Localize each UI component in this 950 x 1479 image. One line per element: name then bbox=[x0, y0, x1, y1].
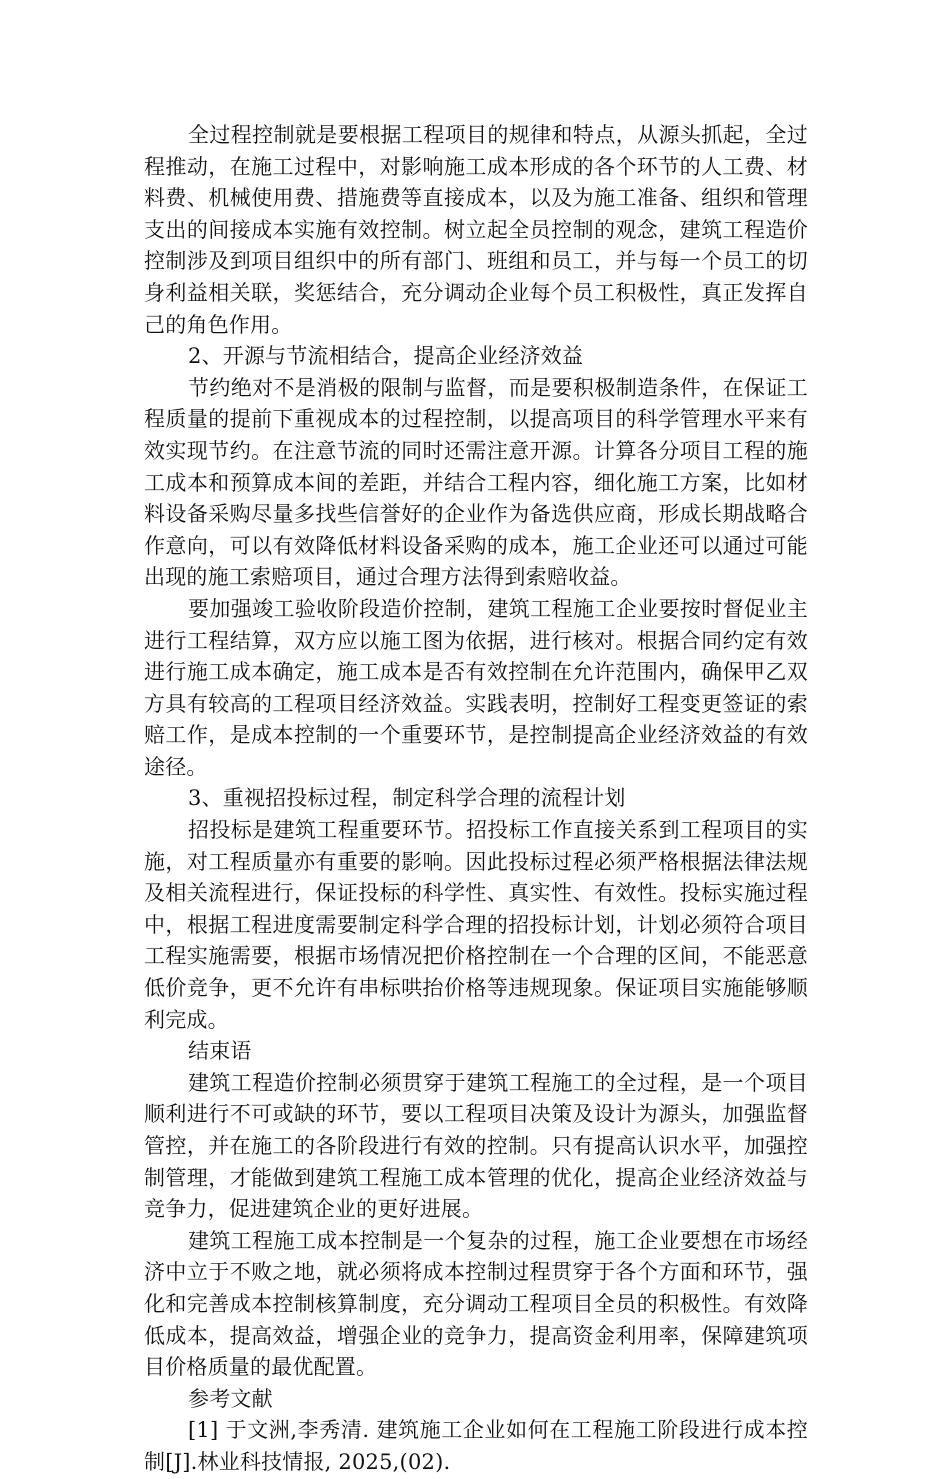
paragraph-bidding: 招投标是建筑工程重要环节。招投标工作直接关系到工程项目的实施，对工程质量亦有重要的影响。因此投标过程必须严格根据法律法规及相关流程进行，保证投标的科学性、真实性、有效性。投标实施过程中，根据工程进度需要制定科学合理的招投标计划，计划必须符合项目工程实施需要，根据市场情况把价格控制在一个合理的区间，不能恶意低价竞争，更不允许有串标哄抬价格等违规现象。保证项目实施能够顺利完成。 bbox=[144, 818, 808, 1032]
section-heading-references: 参考文献 bbox=[188, 1386, 273, 1411]
section-heading-bidding: 3、重视招投标过程，制定科学合理的流程计划 bbox=[188, 786, 626, 811]
paragraph-conclusion-1: 建筑工程造价控制必须贯穿于建筑工程施工的全过程，是一个项目顺利进行不可或缺的环节，要以工程项目决策及设计为源头，加强监督管控，并在施工的各阶段进行有效的控制。只有提高认识水平，加强控制管理，才能做到建筑工程施工成本管理的优化，提高企业经济效益与竞争力，促进建筑企业的更好进展。 bbox=[144, 1070, 808, 1222]
paragraph-conclusion-2: 建筑工程施工成本控制是一个复杂的过程，施工企业要想在市场经济中立于不败之地，就必须将成本控制过程贯穿于各个方面和环节，强化和完善成本控制核算制度，充分调动工程项目全员的积极性。有效降低成本，提高效益，增强企业的竞争力，提高资金利用率，保障建筑项目价格质量的最优配置。 bbox=[144, 1228, 808, 1380]
paragraph-full-process-control: 全过程控制就是要根据工程项目的规律和特点，从源头抓起，全过程推动，在施工过程中，对影响施工成本形成的各个环节的人工费、材料费、机械使用费、措施费等直接成本，以及为施工准备、组织和管理支出的间接成本实施有效控制。树立起全员控制的观念，建筑工程造价控制涉及到项目组织中的所有部门、班组和员工，并与每一个员工的切身利益相关联，奖惩结合，充分调动企业每个员工积极性，真正发挥自己的角色作用。 bbox=[144, 123, 808, 337]
document-body bbox=[144, 120, 808, 1479]
section-heading-conclusion: 结束语 bbox=[188, 1039, 252, 1064]
section-heading-open-source-throttle: 2、开源与节流相结合，提高企业经济效益 bbox=[188, 344, 584, 369]
paragraph-completion-acceptance: 要加强竣工验收阶段造价控制，建筑工程施工企业要按时督促业主进行工程结算，双方应以施工图为依据，进行核对。根据合同约定有效进行施工成本确定，施工成本是否有效控制在允许范围内，确保甲乙双方具有较高的工程项目经济效益。实践表明，控制好工程变更签证的索赔工作，是成本控制的一个重要环节，是控制提高企业经济效益的有效途径。 bbox=[144, 596, 808, 779]
paragraph-saving: 节约绝对不是消极的限制与监督，而是要积极制造条件，在保证工程质量的提前下重视成本的过程控制，以提高项目的科学管理水平来有效实现节约。在注意节流的同时还需注意开源。计算各分项目工程的施工成本和预算成本间的差距，并结合工程内容，细化施工方案，比如材料设备采购尽量多找些信誉好的企业作为备选供应商，形成长期战略合作意向，可以有效降低材料设备采购的成本，施工企业还可以通过可能出现的施工索赔项目，通过合理方法得到索赔收益。 bbox=[144, 375, 808, 590]
reference-item: [1] 于文洲,李秀清. 建筑施工企业如何在工程施工阶段进行成本控制[J].林业科技情报, 2025,(02). bbox=[144, 1418, 808, 1474]
